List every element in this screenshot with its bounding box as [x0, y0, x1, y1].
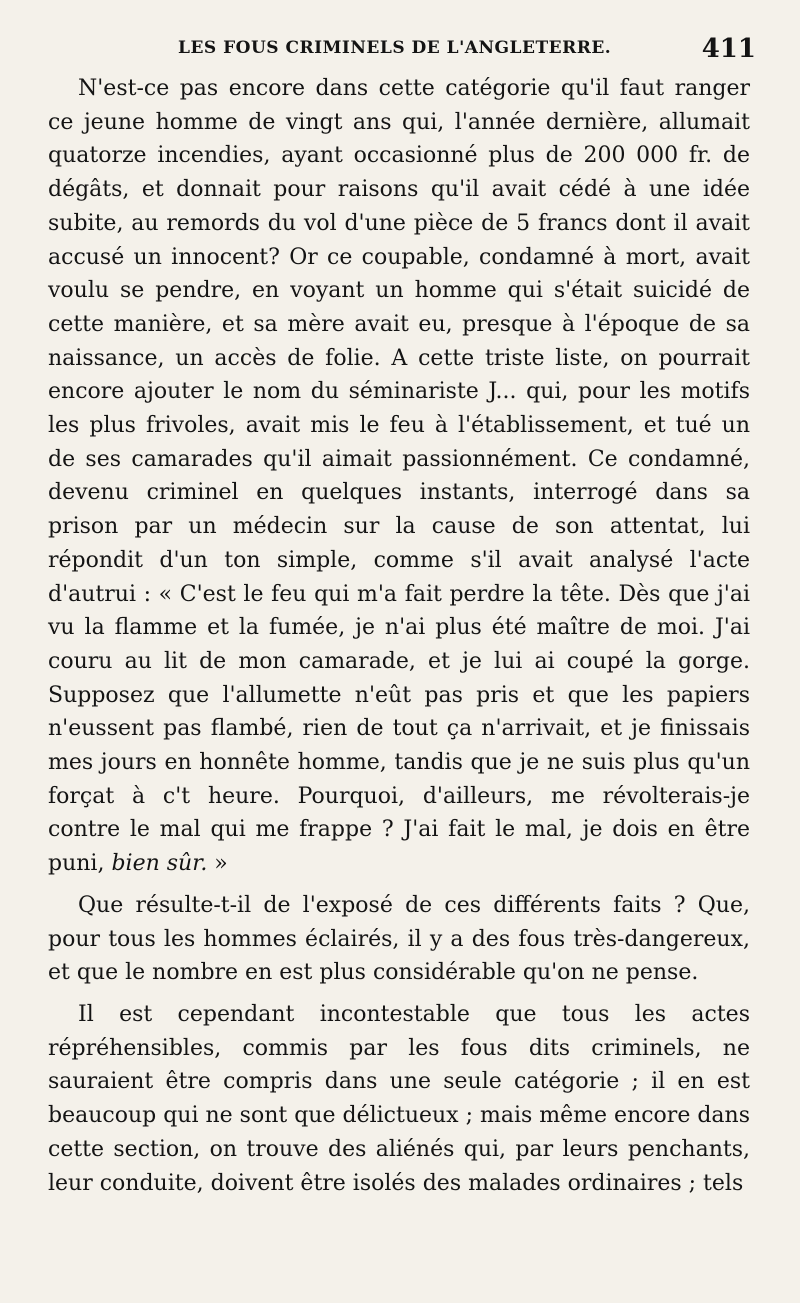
body-text — [48, 72, 750, 1200]
paragraph-1-text: N'est-ce pas encore dans cette catégorie qu'il faut ranger ce jeune homme de vingt ans qui, l'année dernière, allumait quatorze incendies, ayant occasionné plus de 200 000 fr. de dégâts, et donnait pour raisons qu'il avait cédé à une idée subite, au remords du vol d'une pièce de 5 francs dont il avait accusé un innocent? Or ce coupable, condamné à mort, avait voulu se pendre, en voyant un homme qui s'était suicidé de cette manière, et sa mère avait eu, presque à l'époque de sa naissance, un accès de folie. A cette triste liste, on pourrait encore ajouter le nom du séminariste J... qui, pour les motifs les plus frivoles, avait mis le feu à l'établissement, et tué un de ses camarades qu'il aimait passionnément. Ce condamné, devenu criminel en quelques instants, interrogé dans sa prison par un médecin sur la cause de son attentat, lui répondit d'un ton simple, comme s'il avait analysé l'acte d'autrui : « C'est le feu qui m'a fait perdre la tête. Dès que j'ai vu la flamme et la fumée, je n'ai plus été maître de moi. J'ai couru au lit de mon camarade, et je lui ai coupé la gorge. Supposez que l'allumette n'eût pas pris et que les papiers n'eussent pas flambé, rien de tout ça n'arrivait, et je finissais mes jours en honnête homme, tandis que je ne suis plus qu'un forçat à c't heure. Pourquoi, d'ailleurs, me révolterais-je contre le mal qui me frappe ? J'ai fait le mal, je dois en être puni, — [48, 76, 750, 877]
running-title: LES FOUS CRIMINELS DE L'ANGLETERRE. — [178, 38, 612, 58]
italic-phrase: bien sûr. — [111, 851, 208, 877]
paragraph-2: Que résulte-t-il de l'exposé de ces différents faits ? Que, pour tous les hommes éclairés, il y a des fous très-dangereux, et que le nombre en est plus considérable qu'on ne pense. — [48, 892, 750, 986]
paragraph-3: Il est cependant incontestable que tous les actes répréhensibles, commis par les fous dits criminels, ne sauraient être compris dans une seule catégorie ; il en est beaucoup qui ne sont que délictueux ; mais même encore dans cette section, on trouve des aliénés qui, par leurs penchants, leur conduite, doivent être isolés des malades ordinaires ; tels — [48, 1001, 750, 1196]
closing-quote: » — [207, 851, 228, 877]
page-number: 411 — [701, 34, 756, 64]
paragraph-1 — [48, 72, 750, 881]
